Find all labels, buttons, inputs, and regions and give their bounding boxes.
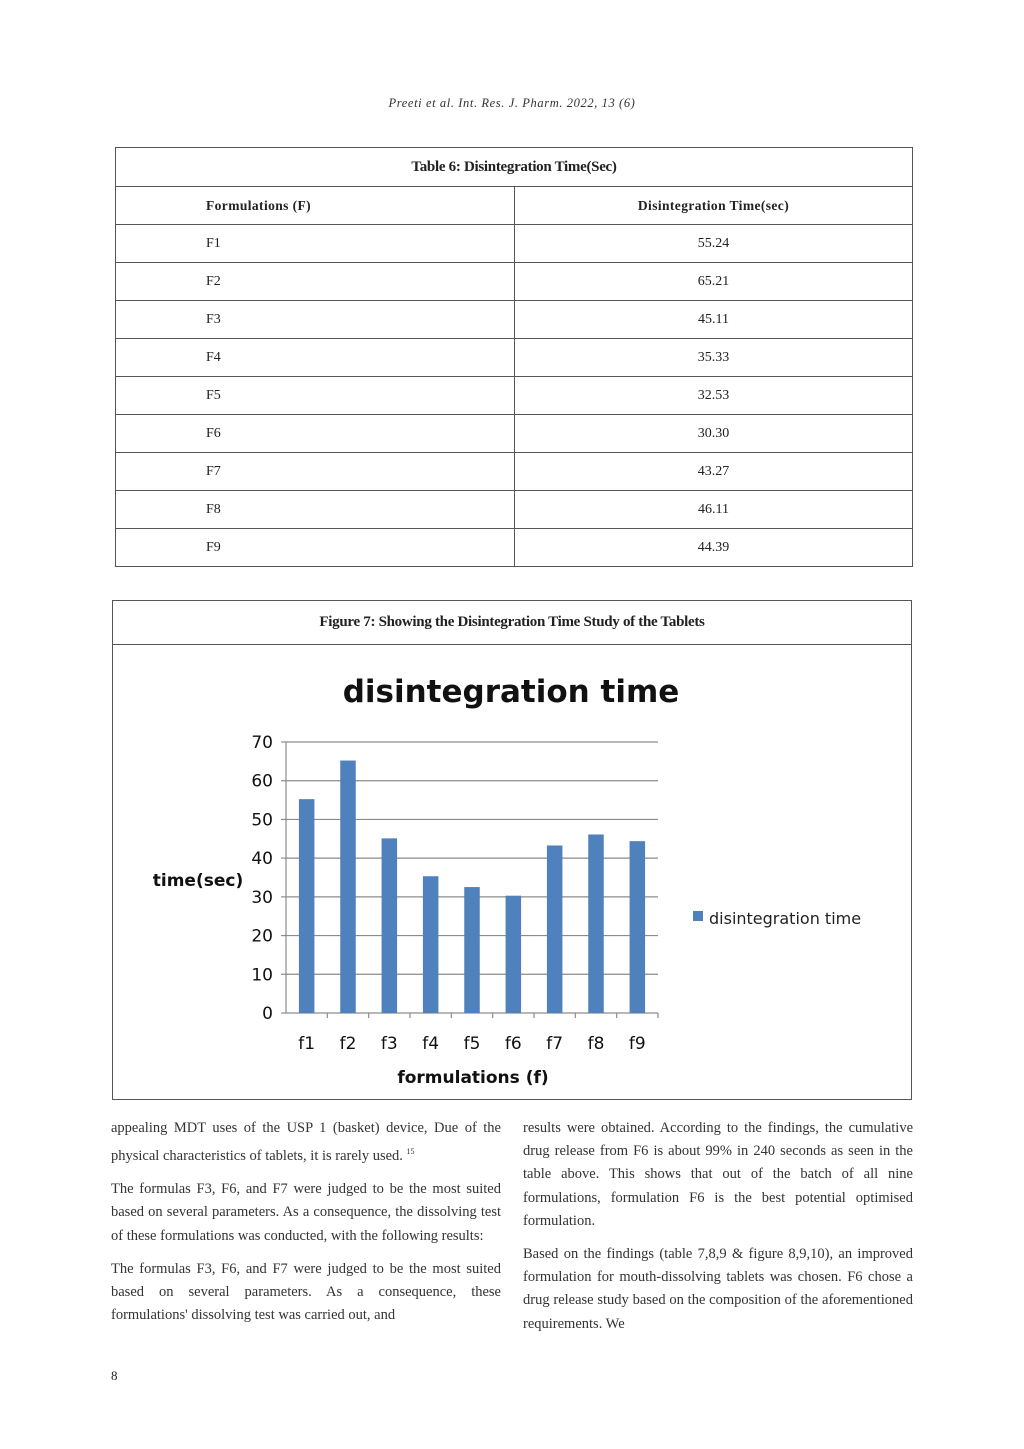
legend-label: disintegration time	[709, 909, 862, 928]
column-header-formulations: Formulations (F)	[116, 187, 515, 225]
y-tick-label: 20	[251, 926, 273, 947]
page-number: 8	[111, 1368, 118, 1383]
formulation-cell: F3	[116, 301, 515, 339]
body-paragraph: Based on the findings (table 7,8,9 & figure 8,9,10), an improved formulation for mouth-dissolving tablets was chosen. F6 chose a drug release study based on the composition of the aforementioned requirements. We	[523, 1246, 913, 1332]
bar-f9	[630, 841, 646, 1013]
disintegration-bar-chart	[113, 645, 911, 1099]
x-tick-label: f9	[628, 1034, 646, 1054]
x-tick-label: f2	[339, 1034, 357, 1054]
y-tick-label: 0	[262, 1004, 273, 1024]
chart-bars	[299, 761, 645, 1013]
bar-f8	[588, 834, 604, 1013]
table-header-row	[116, 187, 913, 225]
table-row	[116, 339, 913, 377]
reference-marker: 15	[406, 1147, 415, 1157]
x-tick-label: f7	[546, 1034, 564, 1054]
disintegration-time-cell: 65.21	[515, 263, 913, 301]
bar-f6	[506, 896, 522, 1013]
x-tick-label: f5	[463, 1034, 481, 1054]
x-axis-ticks	[298, 1013, 658, 1054]
x-axis-label: formulations (f)	[397, 1068, 549, 1088]
body-paragraph: The formulas F3, F6, and F7 were judged to be the most suited based on several parameters. As a consequence, the dissolving test of these formulations was conducted, with the following results:	[111, 1181, 501, 1244]
body-left-column	[111, 1117, 501, 1337]
formulation-cell: F7	[116, 453, 515, 491]
chart-title: disintegration time	[342, 674, 680, 710]
y-tick-label: 70	[251, 733, 273, 753]
bar-f1	[299, 799, 315, 1013]
disintegration-time-cell: 55.24	[515, 225, 913, 263]
bar-f5	[464, 887, 480, 1013]
table-6	[115, 147, 913, 567]
formulation-cell: F1	[116, 225, 515, 263]
table-caption: Table 6: Disintegration Time(Sec)	[116, 148, 913, 187]
table-row	[116, 377, 913, 415]
disintegration-time-cell: 35.33	[515, 339, 913, 377]
disintegration-time-cell: 43.27	[515, 453, 913, 491]
column-header-disintegration-time: Disintegration Time(sec)	[515, 187, 913, 225]
x-tick-label: f3	[380, 1034, 398, 1054]
x-tick-label: f4	[422, 1034, 440, 1054]
formulation-cell: F8	[116, 491, 515, 529]
formulation-cell: F5	[116, 377, 515, 415]
running-header: Preeti et al. Int. Res. J. Pharm. 2022, 13 (6)	[388, 96, 636, 110]
y-axis-ticks	[251, 733, 273, 1024]
x-tick-label: f1	[298, 1034, 316, 1054]
formulation-cell: F2	[116, 263, 515, 301]
table-row	[116, 225, 913, 263]
bar-f3	[382, 838, 398, 1013]
y-tick-label: 10	[251, 965, 273, 986]
table-row	[116, 263, 913, 301]
y-tick-label: 50	[251, 810, 273, 831]
figure-7	[112, 600, 912, 1100]
table-row	[116, 529, 913, 567]
y-tick-label: 60	[251, 771, 273, 792]
table-row	[116, 415, 913, 453]
y-tick-label: 40	[251, 849, 273, 870]
disintegration-time-cell: 45.11	[515, 301, 913, 339]
table-row	[116, 301, 913, 339]
body-right-column	[523, 1117, 913, 1346]
table-caption-row	[116, 148, 913, 187]
bar-f7	[547, 845, 563, 1013]
x-tick-label: f6	[504, 1034, 522, 1054]
figure-caption: Figure 7: Showing the Disintegration Time Study of the Tablets	[113, 601, 911, 645]
x-tick-label: f8	[587, 1034, 605, 1054]
bar-f2	[340, 761, 356, 1013]
disintegration-time-cell: 30.30	[515, 415, 913, 453]
table-row	[116, 491, 913, 529]
body-paragraph: appealing MDT uses of the USP 1 (basket) device, Due of the physical characteristics of tablets, it is rarely used. $^{15}$	[111, 1120, 501, 1165]
table-row	[116, 453, 913, 491]
legend-swatch	[693, 911, 703, 921]
disintegration-time-cell: 46.11	[515, 491, 913, 529]
bar-f4	[423, 876, 439, 1013]
y-axis-label: time(sec)	[152, 871, 244, 891]
disintegration-time-cell: 32.53	[515, 377, 913, 415]
disintegration-time-cell: 44.39	[515, 529, 913, 567]
body-paragraph: The formulas F3, F6, and F7 were judged to be the most suited based on several parameters. As a consequence, these formulations' dissolving test was carried out, and	[111, 1260, 501, 1324]
formulation-cell: F4	[116, 339, 515, 377]
y-tick-label: 30	[251, 887, 273, 908]
body-paragraph: results were obtained. According to the findings, the cumulative drug release from F6 is about 99% in 240 seconds as seen in the table above. This shows that out of the batch of all nine formulations, formulation F6 is the best potential optimised formulation.	[523, 1120, 913, 1229]
chart-legend	[693, 909, 861, 928]
formulation-cell: F6	[116, 415, 515, 453]
formulation-cell: F9	[116, 529, 515, 567]
